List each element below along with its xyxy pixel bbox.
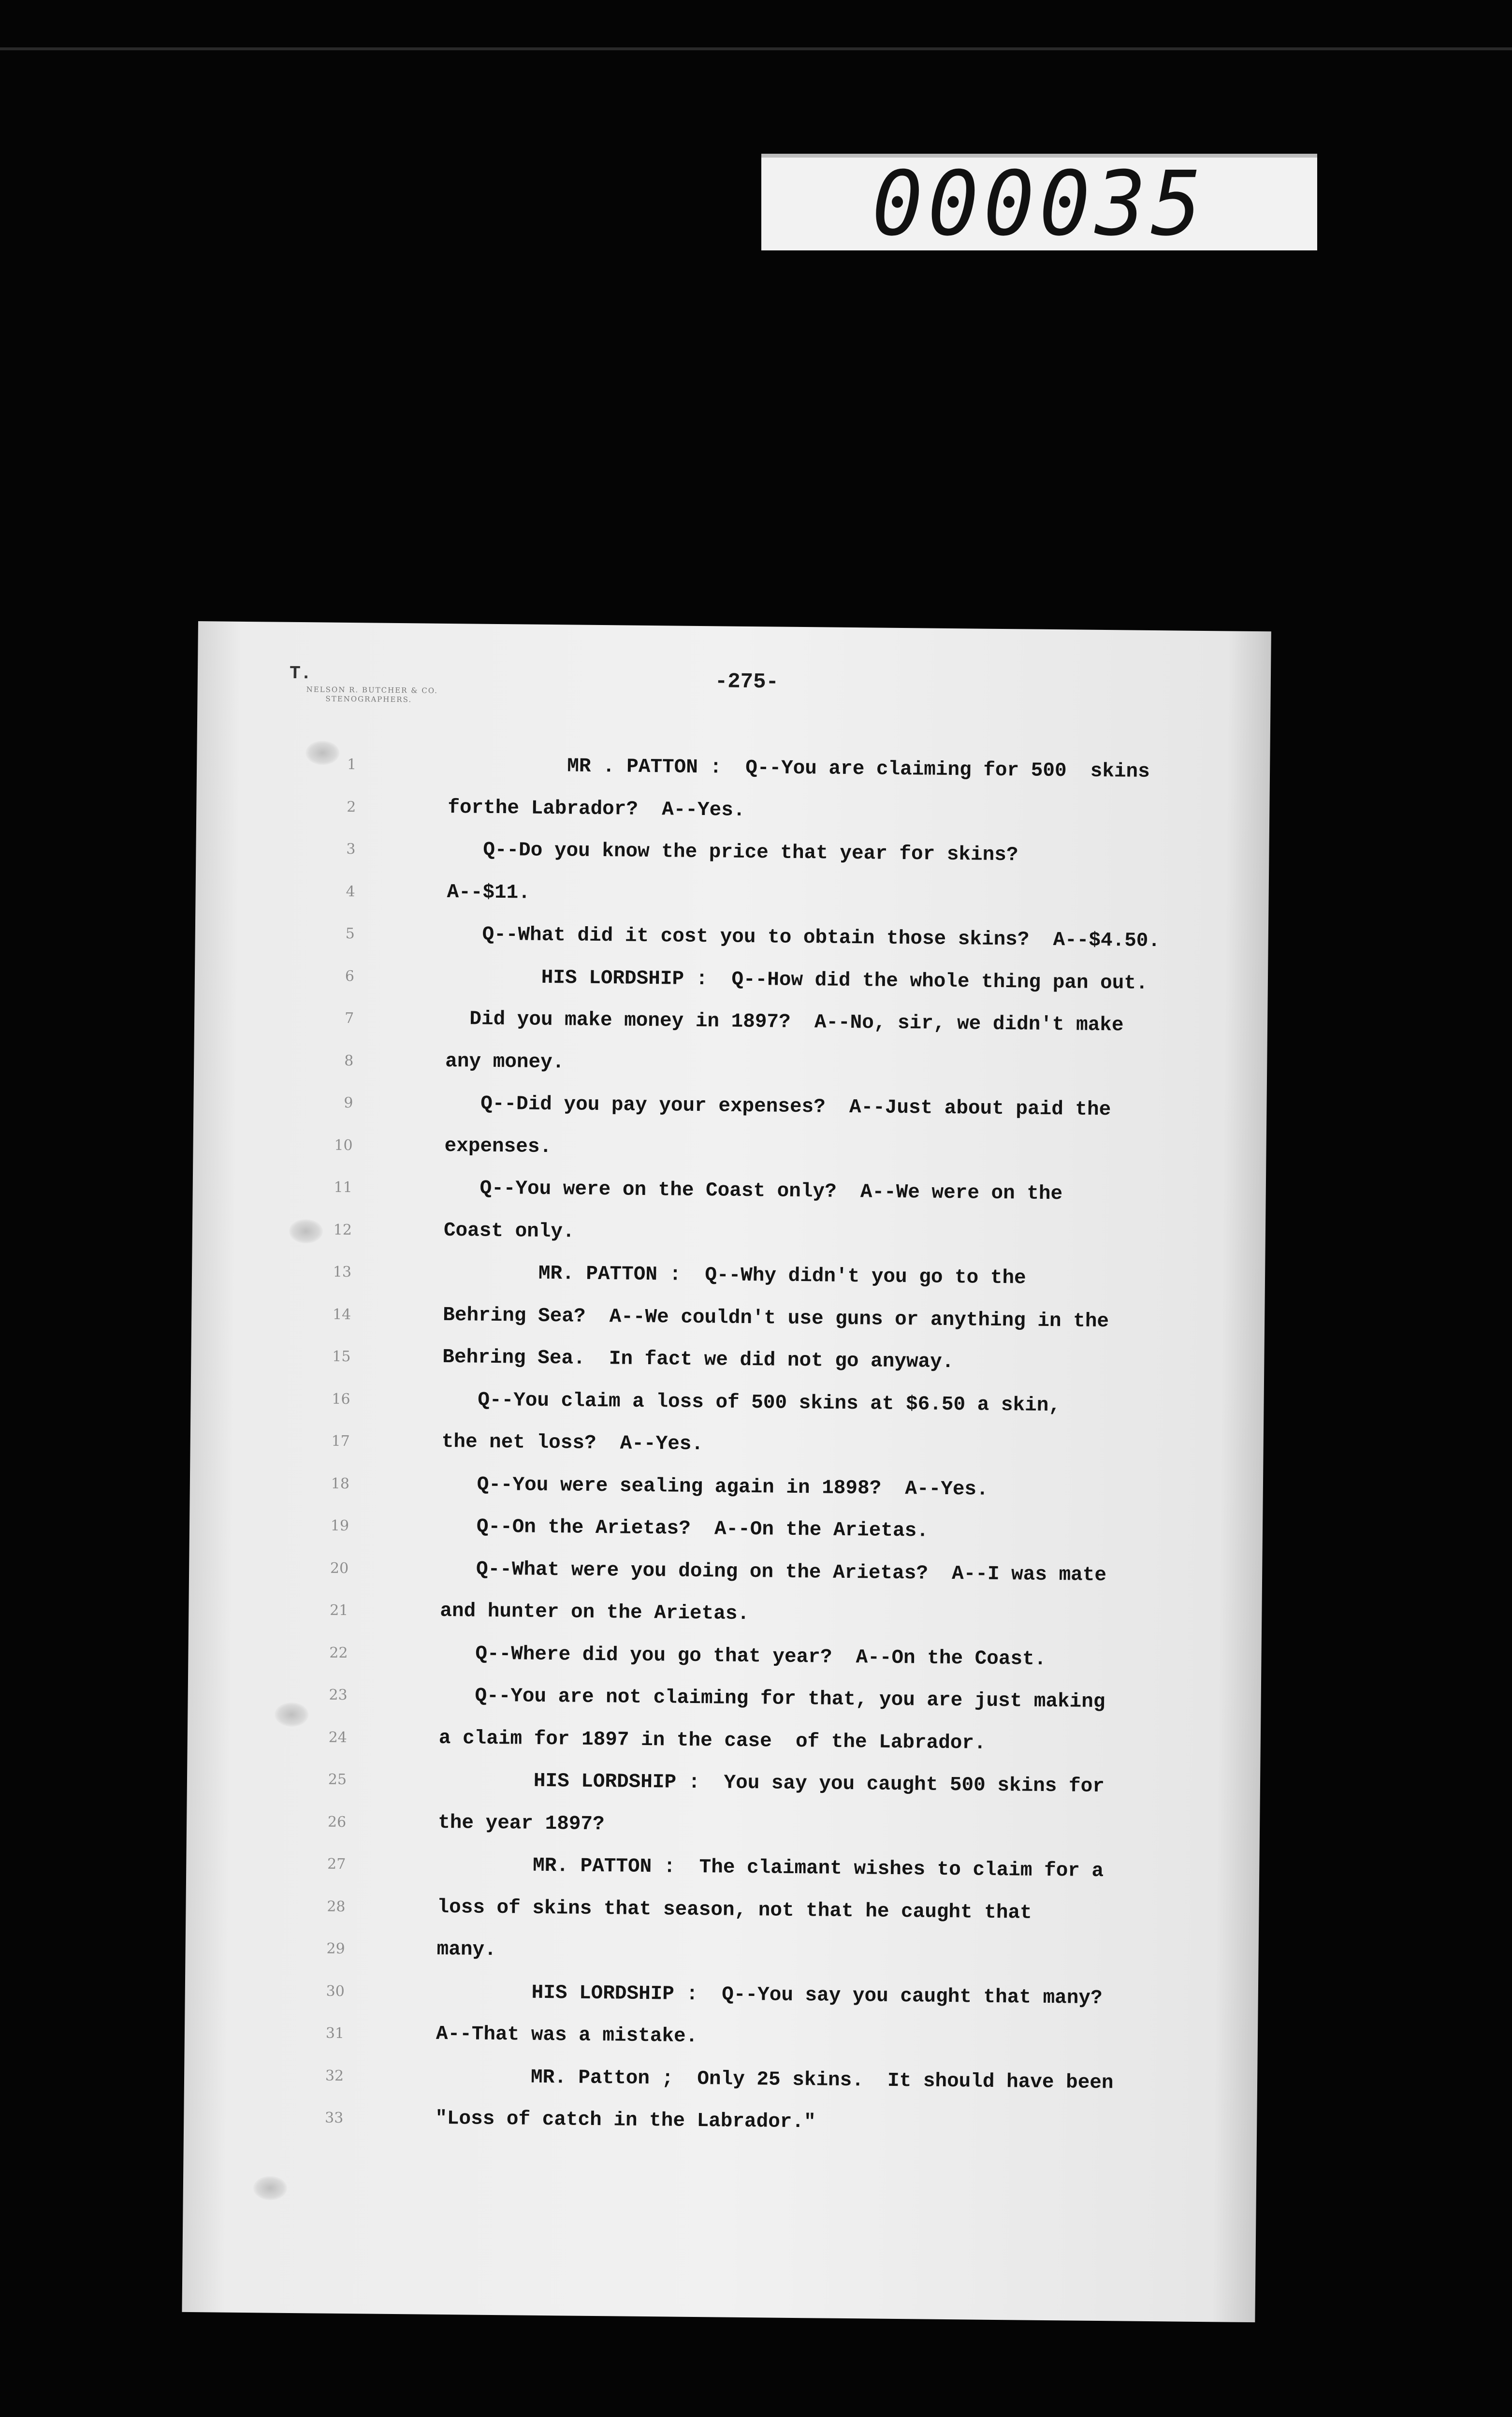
transcript-line: loss of skins that season, not that he caught that <box>437 1896 1032 1924</box>
stamp-line-2: STENOGRAPHERS. <box>325 694 412 704</box>
stamp-line-1: NELSON R. BUTCHER & CO. <box>306 685 438 695</box>
transcript-line: the net loss? A--Yes. <box>441 1430 704 1456</box>
transcript-line: a claim for 1897 in the case of the Labrador. <box>438 1727 986 1755</box>
transcript-line: HIS LORDSHIP : You say you caught 500 skins for <box>438 1769 1105 1798</box>
transcript-page <box>182 621 1271 2322</box>
line-number: 11 <box>334 1179 352 1196</box>
line-number: 15 <box>332 1348 351 1366</box>
transcript-line: the year 1897? <box>437 1811 605 1835</box>
transcript-line: Q--On the Arietas? A--On the Arietas. <box>440 1515 929 1543</box>
transcript-line: Q--What did it cost you to obtain those skins? A--$4.50. <box>446 923 1161 953</box>
transcript-line: A--$11. <box>447 881 531 904</box>
transcript-line: HIS LORDSHIP : Q--How did the whole thing pan out. <box>446 965 1148 995</box>
punch-hole <box>253 2176 287 2200</box>
film-top-border <box>0 47 1512 50</box>
line-number: 31 <box>325 2024 345 2042</box>
transcript-line: Did you make money in 1897? A--No, sir, we didn't make <box>445 1007 1124 1037</box>
stenographer-stamp <box>306 685 438 705</box>
transcript-line: Behring Sea. In fact we did not go anyway. <box>442 1346 954 1374</box>
transcript-line: HIS LORDSHIP : Q--You say you caught that many? <box>436 1980 1103 2009</box>
line-number: 6 <box>345 967 355 985</box>
transcript-line: Q--What were you doing on the Arietas? A--I was mate <box>440 1558 1107 1587</box>
transcript-line: "Loss of catch in the Labrador." <box>435 2107 816 2134</box>
transcript-line: Behring Sea? A--We couldn't use guns or anything in the <box>443 1304 1109 1333</box>
line-number: 25 <box>328 1771 347 1789</box>
transcript-line: forthe Labrador? A--Yes. <box>448 796 745 822</box>
transcript-line: MR. Patton ; Only 25 skins. It should have been <box>435 2065 1114 2094</box>
line-number: 17 <box>331 1432 350 1450</box>
line-number: 29 <box>326 1940 345 1958</box>
transcript-line: MR. PATTON : The claimant wishes to claim for a <box>437 1853 1104 1883</box>
transcript-line: MR . PATTON : Q--You are claiming for 500 skins <box>448 754 1150 783</box>
transcript-line: Coast only. <box>443 1219 575 1243</box>
page-number: -275- <box>714 670 779 695</box>
transcript-line: any money. <box>445 1050 565 1074</box>
page-letter: T. <box>289 663 312 684</box>
line-number: 9 <box>344 1094 353 1112</box>
line-number: 22 <box>329 1644 348 1661</box>
line-number: 16 <box>332 1390 350 1408</box>
transcript-line: expenses. <box>444 1135 552 1158</box>
line-number: 13 <box>333 1263 352 1281</box>
transcript-line: many. <box>436 1938 496 1962</box>
punch-hole <box>275 1703 308 1727</box>
line-number: 27 <box>327 1855 346 1873</box>
frame-counter-digits: 000035 <box>872 152 1207 256</box>
line-number: 14 <box>332 1306 351 1323</box>
transcript-line: Q--You are not claiming for that, you are just making <box>439 1684 1105 1714</box>
transcript-line: Q--Do you know the price that year for skins? <box>447 838 1018 867</box>
line-number: 26 <box>327 1813 347 1831</box>
frame-counter <box>761 152 1317 256</box>
transcript-line: Q--You were on the Coast only? A--We were on the <box>444 1177 1063 1206</box>
line-number: 30 <box>326 1982 345 2000</box>
transcript-line: Q--Did you pay your expenses? A--Just about paid the <box>445 1092 1111 1121</box>
line-number: 28 <box>327 1898 346 1915</box>
transcript-line: MR. PATTON : Q--Why didn't you go to the <box>443 1261 1026 1290</box>
transcript-line: A--That was a mistake. <box>436 2023 698 2048</box>
line-number: 18 <box>331 1475 350 1492</box>
line-number: 2 <box>347 798 356 815</box>
line-number: 33 <box>324 2109 344 2127</box>
line-number: 32 <box>325 2067 344 2084</box>
line-number: 10 <box>334 1136 353 1154</box>
line-number: 4 <box>346 883 355 900</box>
line-number: 20 <box>330 1559 349 1577</box>
line-number: 8 <box>344 1052 354 1069</box>
line-number: 24 <box>328 1729 348 1746</box>
line-number: 12 <box>333 1221 352 1238</box>
transcript-line: and hunter on the Arietas. <box>440 1600 750 1626</box>
line-number: 5 <box>345 925 355 943</box>
transcript-line: Q--You were sealing again in 1898? A--Yes. <box>441 1473 989 1501</box>
line-number: 23 <box>329 1686 348 1704</box>
line-number: 19 <box>330 1517 349 1535</box>
line-number: 3 <box>346 840 356 858</box>
line-number: 1 <box>347 756 357 773</box>
transcript-line: Q--Where did you go that year? A--On the Coast. <box>439 1642 1047 1671</box>
transcript-line: Q--You claim a loss of 500 skins at $6.50 a skin, <box>442 1388 1061 1417</box>
line-number: 7 <box>344 1009 354 1027</box>
line-number: 21 <box>330 1602 349 1619</box>
